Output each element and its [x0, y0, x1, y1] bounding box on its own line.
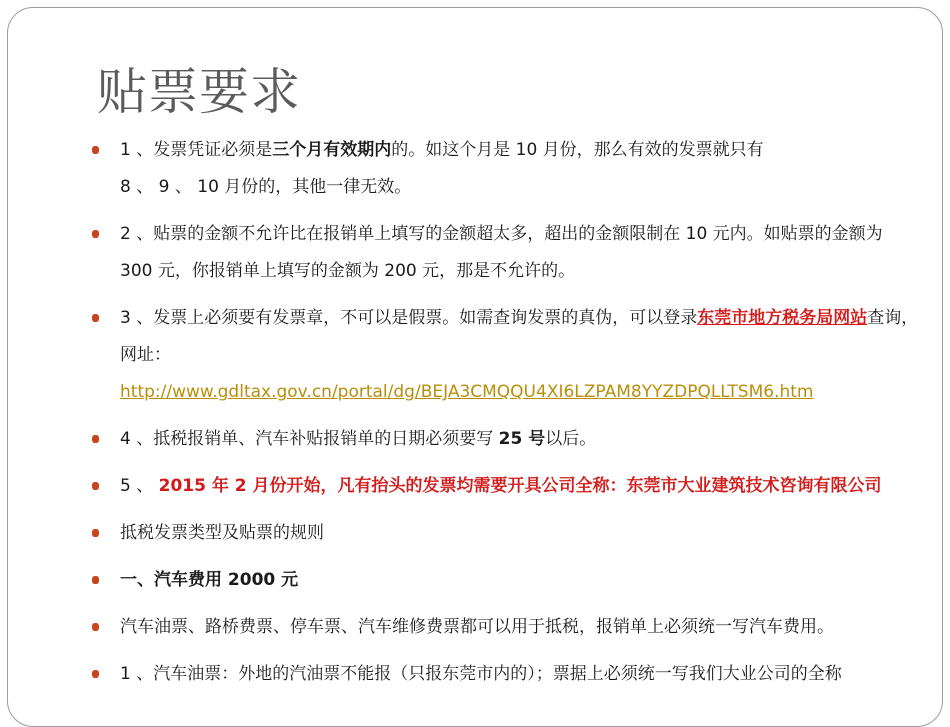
- bullet-icon: [92, 576, 99, 584]
- item-text: 4 、抵税报销单、汽车补贴报销单的日期必须要写: [120, 429, 499, 449]
- item-text: 的。如这个月是 10 月份，那么有效的发票就只有: [391, 140, 764, 160]
- bullet-icon: [92, 435, 99, 443]
- bullet-icon: [92, 529, 99, 537]
- list-item: [90, 421, 920, 458]
- item-text: 1 、汽车油票：外地的汽油票不能报（只报东莞市内的）；票据上必须统一写我们大业公司的全称: [120, 664, 842, 684]
- bullet-icon: [92, 314, 99, 322]
- list-item: [90, 562, 920, 599]
- bullet-icon: [92, 482, 99, 490]
- bullet-list: [90, 132, 920, 703]
- item-text: 8 、 9 、 10 月份的，其他一律无效。: [120, 177, 412, 197]
- item-text: 以后。: [545, 429, 597, 449]
- list-item: [90, 216, 920, 290]
- item-notice: 2015 年 2 月份开始，凡有抬头的发票均需要开具公司全称：东莞市大业建筑技术咨询有限公司: [158, 476, 882, 496]
- tax-bureau-link[interactable]: 东莞市地方税务局网站: [697, 308, 868, 328]
- item-text: 抵税发票类型及贴票的规则: [120, 523, 324, 543]
- list-item: [90, 300, 920, 411]
- slide-title: 贴票要求: [97, 63, 301, 121]
- item-text: 3 、发票上必须要有发票章，不可以是假票。如需查询发票的真伪，可以登录: [120, 308, 698, 328]
- item-text: 5 、: [120, 476, 159, 496]
- item-heading: 一、汽车费用 2000 元: [120, 570, 299, 590]
- bullet-icon: [92, 670, 99, 678]
- item-emphasis: 25 号: [498, 429, 546, 449]
- list-item: [90, 609, 920, 646]
- item-text: 查询，网址：: [120, 308, 919, 365]
- item-text: 汽车油票、路桥费票、停车票、汽车维修费票都可以用于抵税，报销单上必须统一写汽车费用。: [120, 617, 834, 637]
- list-item: [90, 132, 920, 206]
- list-item: [90, 468, 920, 505]
- item-text: 1 、发票凭证必须是: [120, 140, 273, 160]
- bullet-icon: [92, 623, 99, 631]
- item-emphasis: 三个月有效期内: [272, 140, 392, 160]
- list-item: [90, 656, 920, 693]
- bullet-icon: [92, 146, 99, 154]
- item-text: 2 、贴票的金额不允许比在报销单上填写的金额超太多，超出的金额限制在 10 元内。如贴票的金额为 300 元，你报销单上填写的金额为 200 元，那是不允许的。: [120, 224, 883, 281]
- bullet-icon: [92, 230, 99, 238]
- list-item: [90, 515, 920, 552]
- tax-url-link[interactable]: http://www.gdltax.gov.cn/portal/dg/BEJA3CMQQU4XI6LZPAM8YYZDPQLLTSM6.htm: [120, 382, 814, 402]
